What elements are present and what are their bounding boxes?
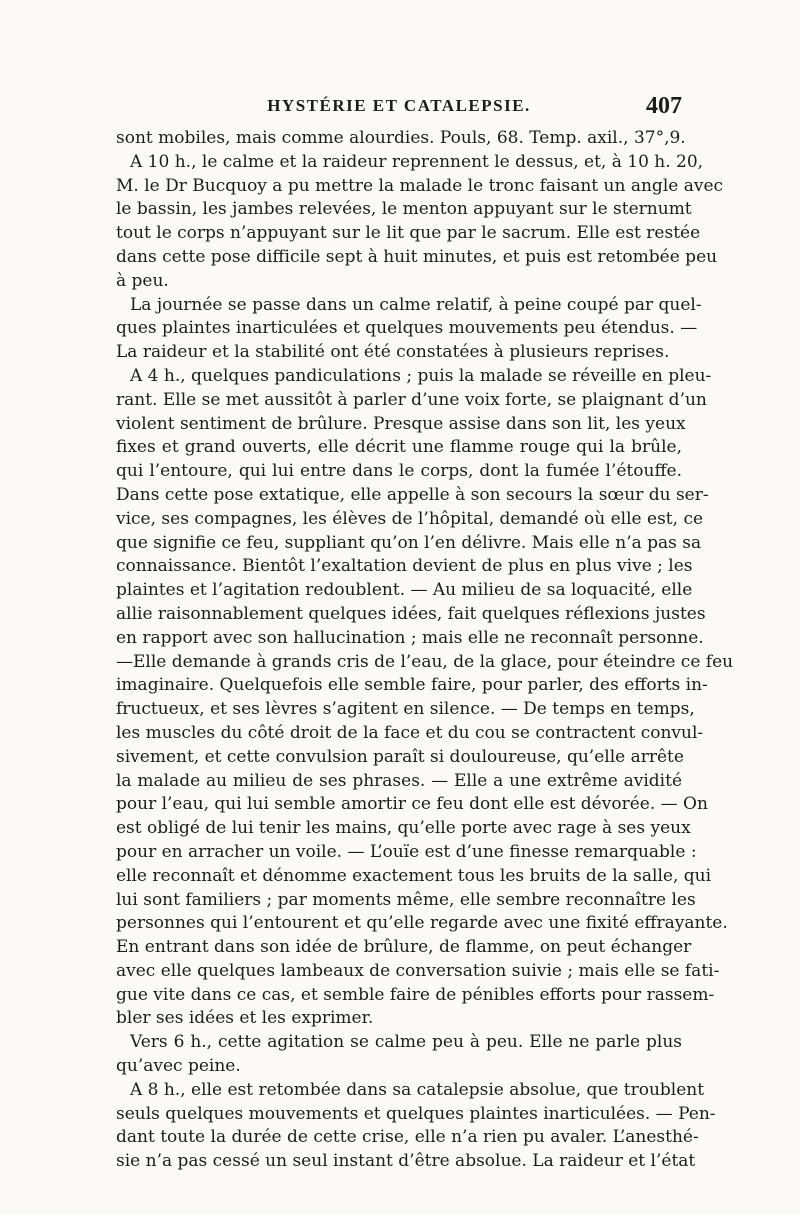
running-title: HYSTÉRIE ET CATALEPSIE. xyxy=(267,96,531,115)
text-line: sont mobiles, mais comme alourdies. Pouls, 68. Temp. axil., 37°,9. xyxy=(116,128,686,148)
text-line: elle reconnaît et dénomme exactement tous les bruits de la salle, qui xyxy=(116,865,712,886)
text-line: fructueux, et ses lèvres s’agitent en silence. — De temps en temps, xyxy=(116,699,695,720)
page-header xyxy=(116,93,682,122)
text-line: A 4 h., quelques pandiculations ; puis la malade se réveille en pleu- xyxy=(130,365,712,386)
text-line: En entrant dans son idée de brûlure, de flamme, on peut échanger xyxy=(116,937,692,958)
text-line: personnes qui l’entourent et qu’elle regarde avec une fixité effrayante. xyxy=(116,913,728,934)
body-text xyxy=(116,127,734,1174)
text-line: ques plaintes inarticulées et quelques mouvements peu étendus. — xyxy=(116,318,698,339)
text-line: avec elle quelques lambeaux de conversation suivie ; mais elle se fati- xyxy=(116,960,720,981)
text-line: le bassin, les jambes relevées, le menton appuyant sur le sternumt xyxy=(116,199,692,220)
text-line: vice, ses compagnes, les élèves de l’hôpital, demandé où elle est, ce xyxy=(116,508,704,529)
text-line: Dans cette pose extatique, elle appelle à son secours la sœur du ser- xyxy=(116,484,709,505)
text-line: tout le corps n’appuyant sur le lit que par le sacrum. Elle est restée xyxy=(116,223,701,244)
text-line: imaginaire. Quelquefois elle semble faire, pour parler, des efforts in- xyxy=(116,675,708,696)
text-line: A 10 h., le calme et la raideur reprennent le dessus, et, à 10 h. 20, xyxy=(130,151,704,172)
text-line: les muscles du côté droit de la face et du cou se contractent convul- xyxy=(116,722,704,743)
text-line: fixes et grand ouverts, elle décrit une flamme rouge qui la brûle, xyxy=(116,437,682,458)
text-line: allie raisonnablement quelques idées, fait quelques réflexions justes xyxy=(116,603,706,624)
text-line: connaissance. Bientôt l’exaltation devient de plus en plus vive ; les xyxy=(116,556,693,577)
text-line: —Elle demande à grands cris de l’eau, de la glace, pour éteindre ce feu xyxy=(116,651,734,672)
text-line: plaintes et l’agitation redoublent. — Au milieu de sa loquacité, elle xyxy=(116,580,693,601)
text-line: seuls quelques mouvements et quelques plaintes inarticulées. — Pen- xyxy=(116,1103,716,1124)
text-line: est obligé de lui tenir les mains, qu’elle porte avec rage à ses yeux xyxy=(116,818,691,839)
text-line: en rapport avec son hallucination ; mais elle ne reconnaît personne. xyxy=(116,627,704,648)
text-line: dant toute la durée de cette crise, elle n’a rien pu avaler. L’anesthé- xyxy=(116,1127,699,1148)
text-line: la malade au milieu de ses phrases. — Elle a une extrême avidité xyxy=(116,770,682,791)
text-line: à peu. xyxy=(116,270,169,291)
text-line: rant. Elle se met aussitôt à parler d’une voix forte, se plaignant d’un xyxy=(116,389,707,410)
text-line: pour en arracher un voile. — L’ouïe est d’une finesse remarquable : xyxy=(116,841,697,862)
text-line: A 8 h., elle est retombée dans sa catalepsie absolue, que troublent xyxy=(130,1079,705,1100)
text-line: sie n’a pas cessé un seul instant d’être absolue. La raideur et l’état xyxy=(116,1151,696,1172)
text-line: violent sentiment de brûlure. Presque assise dans son lit, les yeux xyxy=(116,413,686,434)
text-line: qui l’entoure, qui lui entre dans le corps, dont la fumée l’étouffe. xyxy=(116,461,682,482)
text-line: dans cette pose difficile sept à huit minutes, et puis est retombée peu xyxy=(116,246,718,267)
page-number: 407 xyxy=(646,93,682,119)
text-line: pour l’eau, qui lui semble amortir ce feu dont elle est dévorée. — On xyxy=(116,794,708,815)
text-line: La journée se passe dans un calme relatif, à peine coupé par quel- xyxy=(130,294,702,315)
text-line: sivement, et cette convulsion paraît si douloureuse, qu’elle arrête xyxy=(116,746,684,767)
text-line: M. le Dr Bucquoy a pu mettre la malade le tronc faisant un angle avec xyxy=(116,175,724,196)
text-line: que signifie ce feu, suppliant qu’on l’en délivre. Mais elle n’a pas sa xyxy=(116,532,702,553)
text-line: Vers 6 h., cette agitation se calme peu à peu. Elle ne parle plus xyxy=(130,1032,682,1053)
text-line: La raideur et la stabilité ont été constatées à plusieurs reprises. xyxy=(116,342,670,363)
text-line: bler ses idées et les exprimer. xyxy=(116,1008,374,1029)
text-line: gue vite dans ce cas, et semble faire de pénibles efforts pour rassem- xyxy=(116,984,715,1005)
text-line: qu’avec peine. xyxy=(116,1056,241,1077)
text-line: lui sont familiers ; par moments même, elle sembre reconnaître les xyxy=(116,889,696,910)
